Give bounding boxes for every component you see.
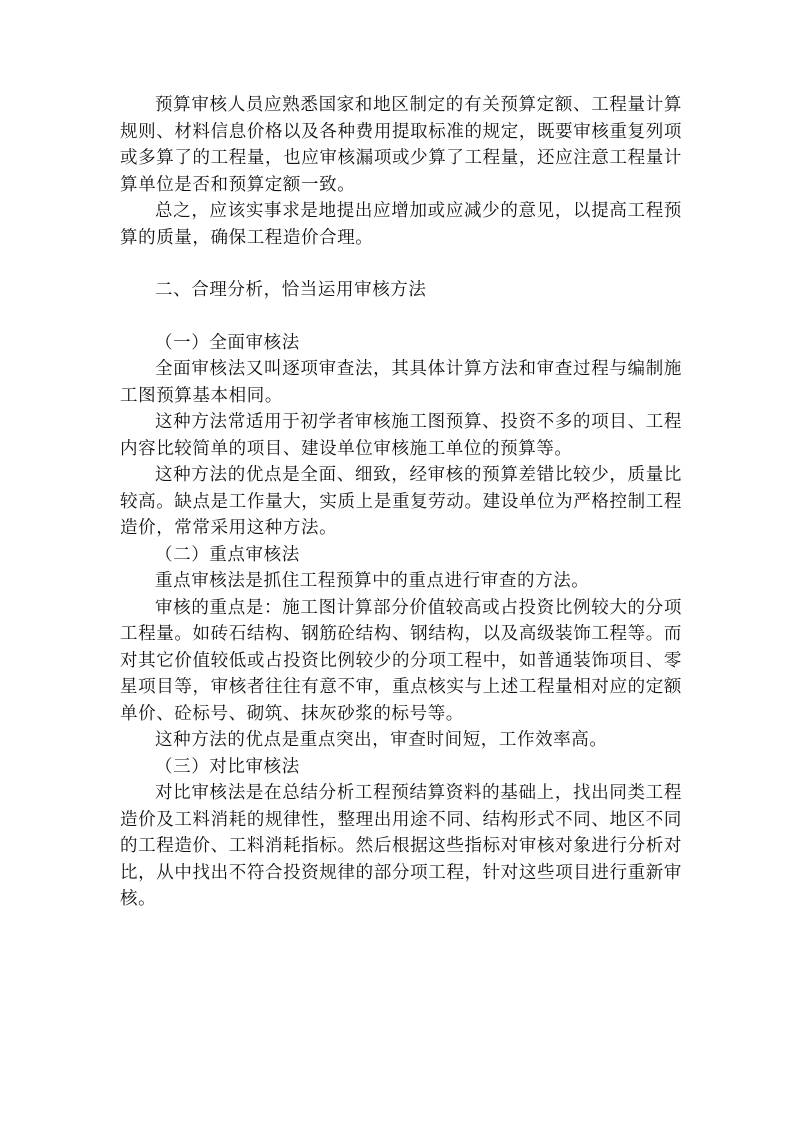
subsection-heading: （一）全面审核法 [155, 332, 300, 353]
paragraph: 重点审核法是抓住工程预算中的重点进行审查的方法。 [155, 571, 590, 591]
paragraph: 对比审核法是在总结分析工程预结算资料的基础上，找出同类工程造价及工料消耗的规律性，整理出用途不同、结构形式不同、地区不同的工程造价、工料消耗指标。然后根据这些指标对审核对象进行分析对比，从中找出不符合投资规律的部分项工程，针对这些项目进行重新审核。 [120, 783, 682, 909]
document-body [120, 92, 682, 913]
subsection-heading: （二）重点审核法 [155, 544, 300, 565]
paragraph: 这种方法的优点是全面、细致，经审核的预算差错比较少，质量比较高。缺点是工作量大，实质上是重复劳动。建设单位为严格控制工程造价，常常采用这种方法。 [120, 465, 682, 538]
spacer [120, 251, 682, 277]
paragraph: 总之，应该实事求是地提出应增加或应减少的意见，以提高工程预算的质量，确保工程造价合理。 [120, 201, 682, 248]
paragraph: 这种方法的优点是重点突出，审查时间短，工作效率高。 [155, 730, 608, 750]
paragraph: 预算审核人员应熟悉国家和地区制定的有关预算定额、工程量计算规则、材料信息价格以及各种费用提取标准的规定，既要审核重复列项或多算了的工程量，也应审核漏项或少算了工程量，还应注意工程量计算单位是否和预算定额一致。 [120, 95, 682, 195]
section-heading: 二、合理分析，恰当运用审核方法 [155, 280, 427, 300]
paragraph: 全面审核法又叫逐项审查法，其具体计算方法和审查过程与编制施工图预算基本相同。 [120, 359, 682, 406]
spacer [120, 304, 682, 330]
paragraph: 这种方法常适用于初学者审核施工图预算、投资不多的项目、工程内容比较简单的项目、建设单位审核施工单位的预算等。 [120, 412, 682, 459]
subsection-heading: （三）对比审核法 [155, 756, 300, 777]
paragraph: 审核的重点是：施工图计算部分价值较高或占投资比例较大的分项工程量。如砖石结构、钢筋砼结构、钢结构，以及高级装饰工程等。而对其它价值较低或占投资比例较少的分项工程中，如普通装饰项目、零星项目等，审核者往往有意不审，重点核实与上述工程量相对应的定额单价、砼标号、砌筑、抹灰砂浆的标号等。 [120, 597, 682, 724]
